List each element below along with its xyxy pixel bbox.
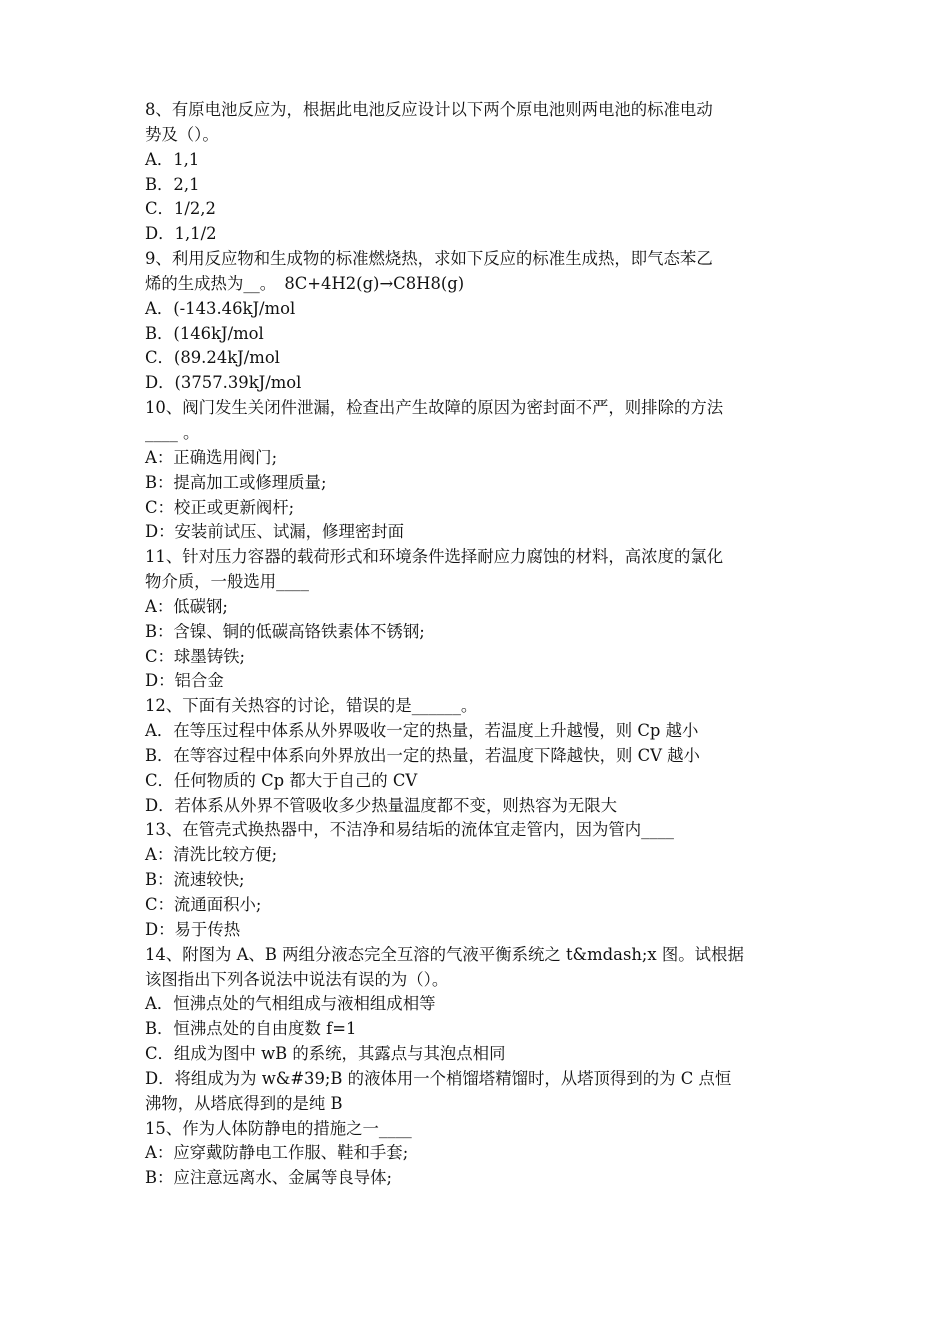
question-block <box>145 247 810 396</box>
question-block <box>145 818 810 942</box>
answer-option: D．(3757.39kJ/mol <box>145 373 302 393</box>
question-stem-line: 10、阀门发生关闭件泄漏，检查出产生故障的原因为密封面不严，则排除的方法 <box>145 398 724 418</box>
answer-option: 沸物，从塔底得到的是纯 B <box>145 1093 343 1113</box>
question-stem-line: 13、在管壳式换热器中，不洁净和易结垢的流体宜走管内，因为管内____ <box>145 820 674 840</box>
question-stem-line: 8、有原电池反应为，根据此电池反应设计以下两个原电池则两电池的标准电动 <box>145 100 713 119</box>
answer-option: C：球墨铸铁; <box>145 646 246 666</box>
answer-option: B：含镍、铜的低碳高铬铁素体不锈钢; <box>145 621 425 641</box>
answer-option: D．1,1/2 <box>145 224 217 244</box>
question-block <box>145 943 810 1117</box>
question-stem-line: ____ 。 <box>145 422 200 442</box>
answer-option: C．任何物质的 Cp 都大于自己的 CV <box>145 770 418 790</box>
answer-option: D：铝合金 <box>145 671 224 691</box>
question-stem-line: 9、利用反应物和生成物的标准燃烧热，求如下反应的标准生成热，即气态苯乙 <box>145 249 713 269</box>
answer-option: B．2,1 <box>145 174 200 194</box>
question-block <box>145 545 810 694</box>
answer-option: D：易于传热 <box>145 919 241 939</box>
question-stem-line: 15、作为人体防静电的措施之一____ <box>145 1118 412 1138</box>
question-block <box>145 396 810 545</box>
answer-option: B．恒沸点处的自由度数 f=1 <box>145 1019 357 1039</box>
answer-option: C：流通面积小; <box>145 895 262 914</box>
answer-option: B：提高加工或修理质量; <box>145 472 327 492</box>
answer-option: A：清洗比较方便; <box>145 845 278 865</box>
answer-option: B．(146kJ/mol <box>145 323 264 343</box>
answer-option: D：安装前试压、试漏，修理密封面 <box>145 522 404 542</box>
question-stem-line: 势及（）。 <box>145 124 219 144</box>
answer-option: A：正确选用阀门; <box>145 447 278 467</box>
answer-option: A：应穿戴防静电工作服、鞋和手套; <box>145 1143 409 1163</box>
question-stem-line: 11、针对压力容器的载荷形式和环境条件选择耐应力腐蚀的材料，高浓度的氯化 <box>145 547 724 567</box>
question-stem-line: 该图指出下列各说法中说法有误的为（）。 <box>145 969 449 989</box>
answer-option: B：流速较快; <box>145 870 245 890</box>
document-page <box>145 98 810 1191</box>
question-stem-line: 14、附图为 A、B 两组分液态完全互溶的气液平衡系统之 t&mdash;x 图。试根据 <box>145 944 744 964</box>
answer-option: B．在等容过程中体系向外界放出一定的热量，若温度下降越快，则 CV 越小 <box>145 745 700 765</box>
answer-option: A：低碳钢; <box>145 596 228 616</box>
answer-option: C．组成为图中 wB 的系统，其露点与其泡点相同 <box>145 1044 506 1064</box>
answer-option: A．在等压过程中体系从外界吸收一定的热量，若温度上升越慢，则 Cp 越小 <box>145 721 699 741</box>
question-block <box>145 1117 810 1192</box>
question-stem-line: 物介质，一般选用____ <box>145 572 309 592</box>
answer-option: B：应注意远离水、金属等良导体; <box>145 1168 393 1188</box>
question-stem-line: 12、下面有关热容的讨论，错误的是______。 <box>145 696 478 716</box>
question-block <box>145 98 810 247</box>
answer-option: A．(-143.46kJ/mol <box>145 298 296 318</box>
answer-option: D．将组成为为 w&#39;B 的液体用一个梢馏塔精馏时，从塔顶得到的为 C 点恒 <box>145 1068 732 1088</box>
answer-option: C．(89.24kJ/mol <box>145 348 280 368</box>
answer-option: C：校正或更新阀杆; <box>145 497 295 517</box>
answer-option: A．1,1 <box>145 149 200 169</box>
answer-option: C．1/2,2 <box>145 199 216 219</box>
answer-option: D．若体系从外界不管吸收多少热量温度都不变，则热容为无限大 <box>145 795 618 815</box>
answer-option: A．恒沸点处的气相组成与液相组成相等 <box>145 994 436 1014</box>
question-stem-line: 烯的生成热为__。 8C+4H2(g)→C8H8(g) <box>145 273 465 293</box>
question-block <box>145 694 810 818</box>
